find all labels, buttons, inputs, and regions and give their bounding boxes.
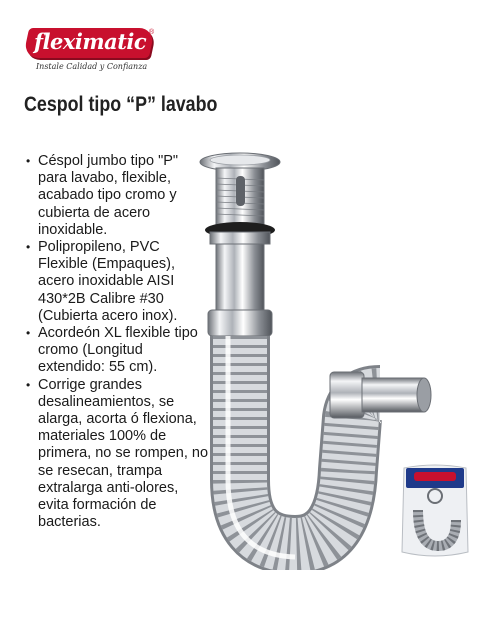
- feature-item: [26, 239, 211, 325]
- feature-item: [26, 325, 211, 377]
- feature-text: Corrige grandes desalineamientos, se alarga, acorta ó flexiona, materiales 100% de primera, no se rompen, no se resecan, trampa extralarga anti-olores, evita formación de bacterias.: [38, 376, 209, 531]
- bullet-icon: •: [26, 154, 31, 168]
- feature-item: [26, 153, 211, 239]
- logo-brand-name: fleximatic: [34, 29, 147, 54]
- package-logo-mark: [414, 472, 456, 481]
- fleximatic-logo: [26, 26, 156, 74]
- product-package-image: [400, 462, 470, 562]
- outlet-pipe: [362, 378, 424, 412]
- feature-list: [26, 153, 211, 531]
- feature-text: Acordeón XL flexible tipo cromo (Longitud extendido: 55 cm).: [38, 325, 198, 376]
- feature-text: Polipropileno, PVC Flexible (Empaques), acero inoxidable AISI 430*2B Calibre #30 (Cubierta acero inox).: [38, 239, 178, 324]
- mounting-nut: [210, 232, 270, 244]
- tail-tube: [216, 244, 264, 310]
- feature-text: Céspol jumbo tipo "P" para lavabo, flexible, acabado tipo cromo y cubierta de acero inoxidable.: [38, 153, 179, 238]
- bullet-icon: •: [26, 326, 31, 341]
- feature-item: [26, 377, 211, 532]
- product-title: Cespol tipo “P” lavabo: [24, 93, 218, 116]
- logo-registered-mark: ®: [149, 29, 155, 36]
- overflow-slot: [236, 176, 245, 206]
- logo-tagline: Instale Calidad y Confianza: [36, 62, 148, 71]
- outlet-coupling: [330, 372, 364, 418]
- bullet-icon: •: [26, 240, 31, 255]
- upper-coupling: [208, 310, 272, 336]
- bullet-icon: •: [26, 377, 31, 392]
